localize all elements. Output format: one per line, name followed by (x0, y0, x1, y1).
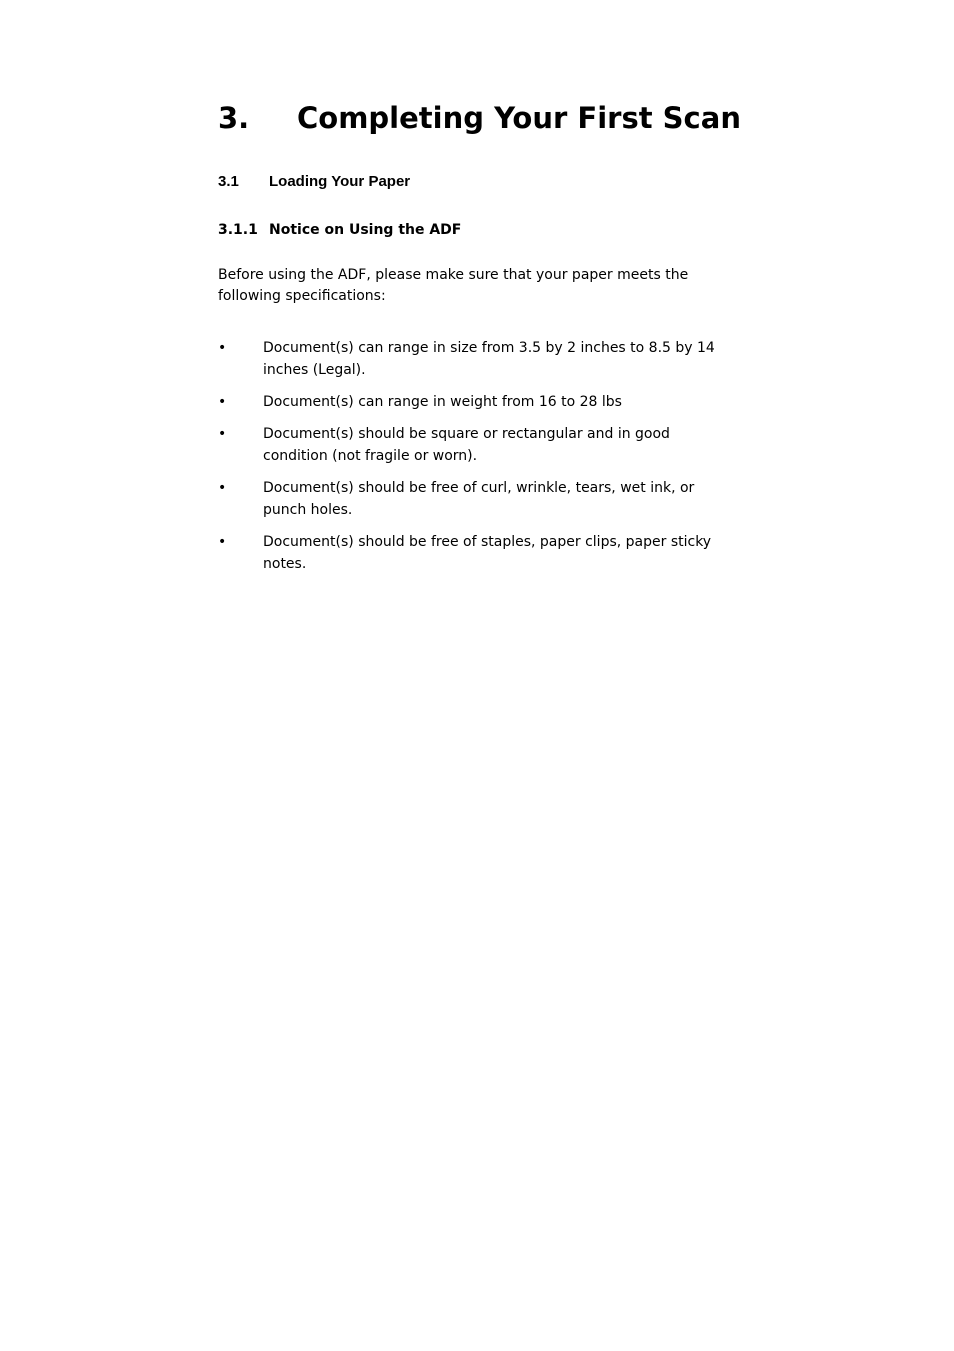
subsection-title: Notice on Using the ADF (269, 222, 462, 238)
intro-paragraph: Before using the ADF, please make sure that your paper meets the following specifications: (218, 267, 689, 304)
list-item-text: Document(s) can range in weight from 16 to 28 lbs (263, 394, 622, 410)
chapter-heading (218, 98, 741, 138)
bullet-icon: • (218, 534, 227, 550)
section-title: Loading Your Paper (269, 173, 411, 190)
list-item-text: Document(s) should be free of staples, paper clips, paper sticky notes. (263, 534, 712, 572)
bullet-icon: • (218, 426, 227, 442)
specification-list (218, 337, 738, 585)
list-item-text: Document(s) should be square or rectangular and in good condition (not fragile or worn). (263, 426, 670, 464)
chapter-title: Completing Your First Scan (297, 101, 741, 135)
list-item-text: Document(s) can range in size from 3.5 by 2 inches to 8.5 by 14 inches (Legal). (263, 340, 715, 378)
bullet-icon: • (218, 340, 227, 356)
bullet-icon: • (218, 480, 227, 496)
chapter-number: 3. (218, 101, 250, 135)
list-item (218, 423, 738, 467)
section-number: 3.1 (218, 173, 239, 190)
bullet-icon: • (218, 394, 227, 410)
subsection-number: 3.1.1 (218, 222, 258, 238)
list-item (218, 477, 738, 521)
list-item-text: Document(s) should be free of curl, wrinkle, tears, wet ink, or punch holes. (263, 480, 695, 518)
subsection-heading (218, 220, 461, 240)
list-item (218, 337, 738, 381)
section-heading (218, 172, 410, 192)
list-item (218, 531, 738, 575)
list-item (218, 391, 738, 413)
